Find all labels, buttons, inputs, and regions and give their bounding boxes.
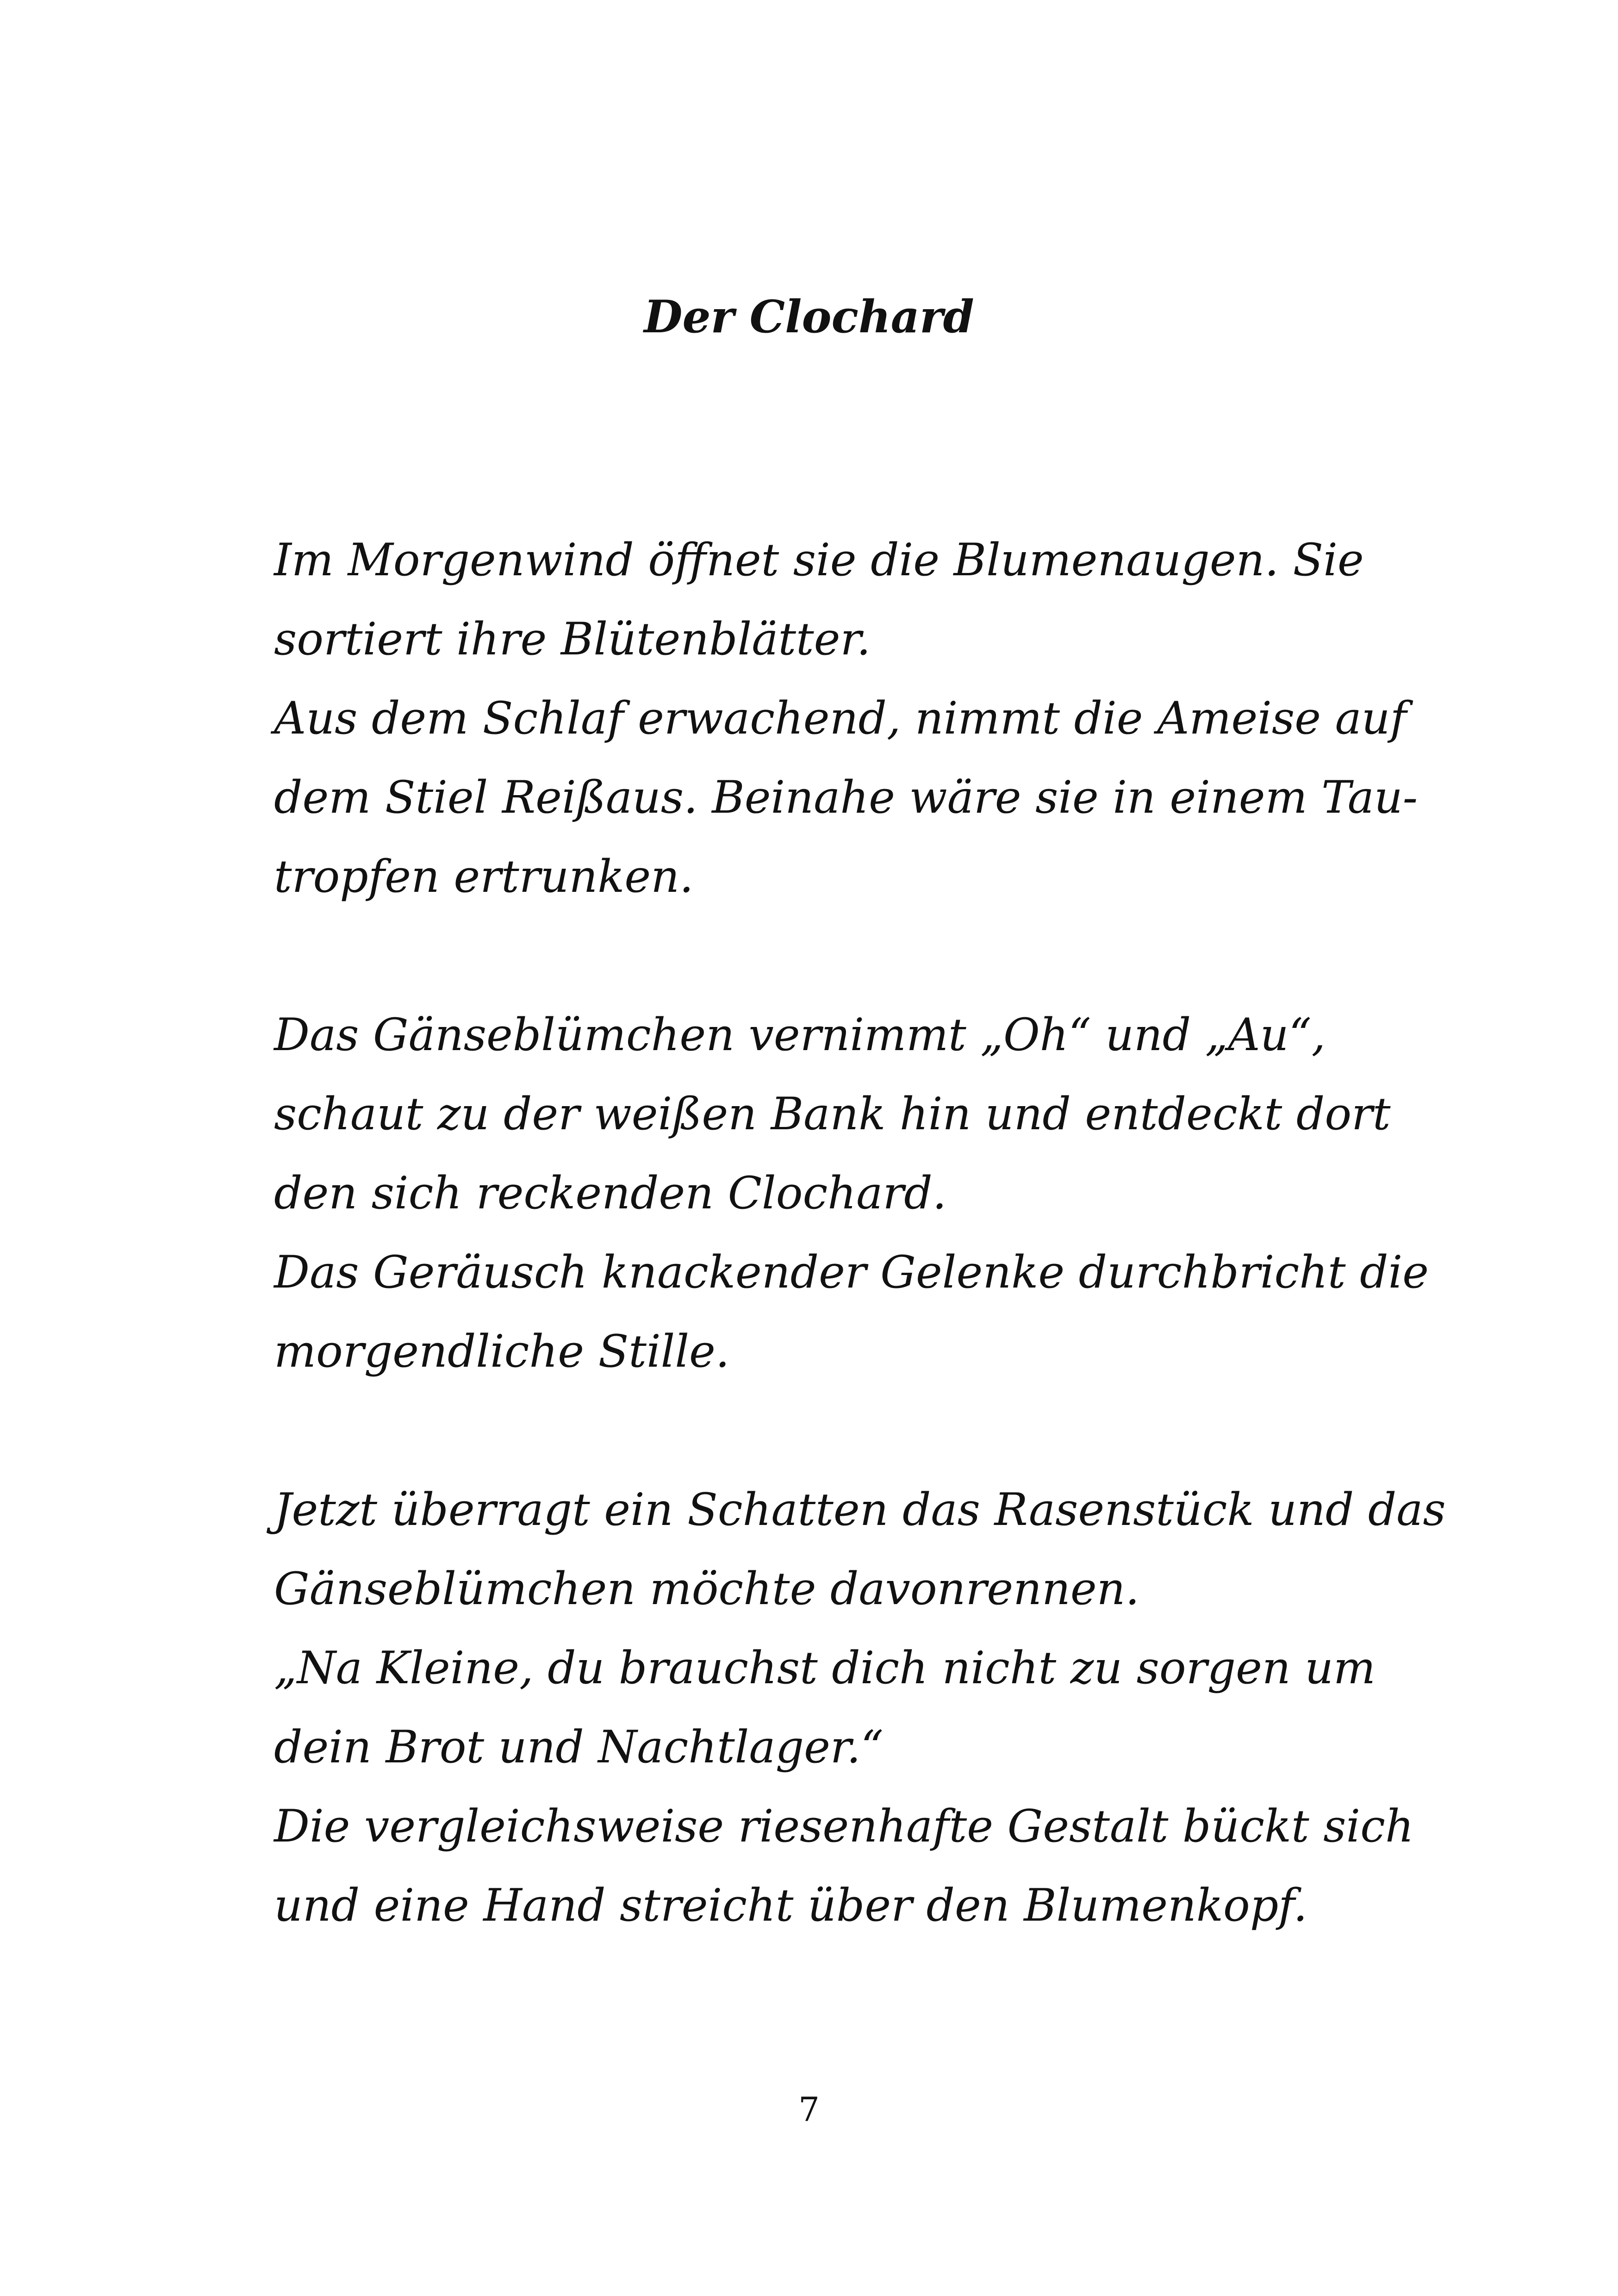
paragraph-3: [274, 1470, 1446, 1945]
text-line: Das Geräusch knackender Gelenke durchbricht die: [274, 1246, 1429, 1298]
text-line: morgendliche Stille.: [274, 1325, 730, 1377]
text-line: Gänseblümchen möchte davonrennen.: [274, 1563, 1139, 1615]
text-line: dein Brot und Nachtlager.“: [274, 1721, 884, 1773]
text-line: Jetzt überragt ein Schatten das Rasenstück und das: [274, 1484, 1446, 1536]
text-line: schaut zu der weißen Bank hin und entdeckt dort: [274, 1088, 1391, 1140]
text-line: Die vergleichsweise riesenhafte Gestalt bückt sich: [274, 1800, 1414, 1852]
paragraph-1: [274, 521, 1418, 916]
text-line: den sich reckenden Clochard.: [274, 1167, 947, 1219]
text-line: Aus dem Schlaf erwachend, nimmt die Ameise auf: [274, 692, 1407, 744]
text-line: dem Stiel Reißaus. Beinahe wäre sie in einem Tau-: [274, 772, 1418, 823]
page-title: Der Clochard: [644, 291, 974, 343]
page-number: 7: [798, 2090, 820, 2129]
paragraph-2: [274, 996, 1429, 1391]
body-text: [274, 521, 1446, 1945]
text-line: und eine Hand streicht über den Blumenkopf.: [274, 1879, 1307, 1931]
text-line: tropfen ertrunken.: [274, 851, 694, 902]
text-line: sortiert ihre Blütenblätter.: [274, 613, 871, 665]
text-line: Im Morgenwind öffnet sie die Blumenaugen. Sie: [274, 534, 1364, 586]
text-line: „Na Kleine, du brauchst dich nicht zu sorgen um: [274, 1642, 1376, 1694]
text-line: Das Gänseblümchen vernimmt „Oh“ und „Au“,: [274, 1009, 1326, 1061]
